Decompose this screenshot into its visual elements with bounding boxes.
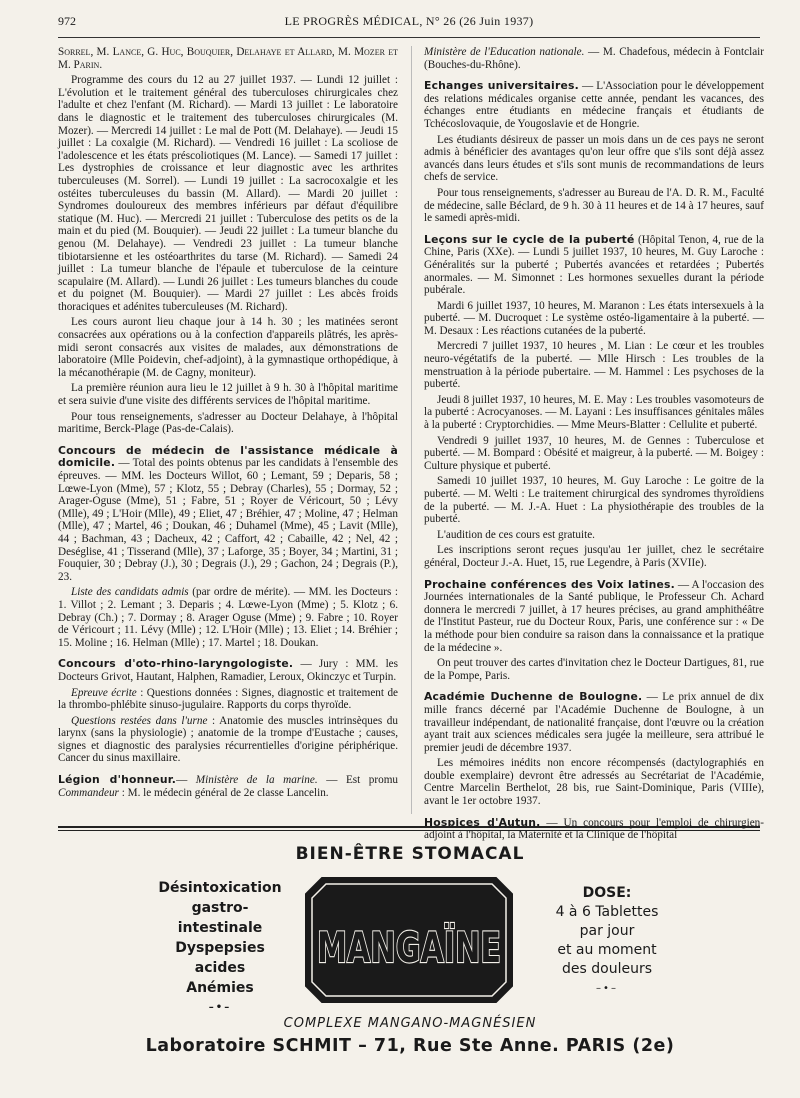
section-heading: Leçons sur le cycle de la puberté [424, 232, 635, 246]
dose-line: des douleurs [562, 961, 652, 977]
paragraph: L'audition de ces cours est gratuite. [437, 528, 595, 541]
section-legion [58, 774, 398, 799]
italic-lead: Epreuve écrite [71, 686, 137, 699]
brand-badge [304, 876, 573, 1004]
paragraph-text: : Anatomie des muscles intrinsèques du larynx (sans la physiologie) ; anatomie de la trompe d'Eustache ; causes, signes et diagnostic des paralysies récurrentielles d'origine périphérique. Cancer du sinus maxillaire. [58, 714, 398, 765]
section-text: — Total des points obtenus par les candidats à l'ensemble des épreuves. — MM. les Docteurs Willot, 60 ; Lemant, 59 ; Deparis, 58 ; Lœwe-Lyon (Mme), 57 ; Klotz, 55 ; Debray (Charles), 55 ; Dormay, 52 ; Arager-Oguse (Mme), 51 ; Fabre, 51 ; Royer de Véricourt, 50 ; Lévy (Mlle), 49 ; L'Hoir (Mlle), 49 ; Eliet, 47 ; Bréhier, 47 ; Moline, 47 ; Helman (Mlle), 47 ; Martel, 46 ; Doukan, 46 ; Duhamel (Mme), 45 ; Lavit (Mlle), 44 ; Bachman, 43 ; Dacheux, 42 ; Caffort, 42 ; Cabaille, 42 ; Nel, 42 ; Deséglise, 41 ; Tisserand (Mlle), 37 ; Laforge, 35 ; Boyer, 34 ; Martini, 31 ; Fouquier, 30 ; Debray (J.), 30 ; Degrais (J.), 29 ; Gachon, 24 ; Degrais (P.), 23. [58, 457, 398, 583]
paragraph: Les cours auront lieu chaque jour à 14 h. 30 ; les matinées seront consacrées aux opérations ou à la confection d'appareils plâtrés, les après-midi seront consacrés aux visites de malades, aux démonstrations de laboratoire (Mlle Poidevin, chef-adjoint), à la gymnastique orthopédique, à la mécanothérapie (M. de Cagny, moniteur). [58, 316, 398, 379]
italic-text: Ministère de la marine. [195, 774, 318, 787]
paragraph: Programme des cours du 12 au 27 juillet 1937. — Lundi 12 juillet : L'évolution et le traitement général des tuberculoses chirurgicales chez l'adulte et chez l'enfant (M. Richard). — Mardi 13 juillet : Le laboratoire dans le diagnostic et le traitement des tuberculoses chirurgicales (M. Mozer). — Mercredi 14 juillet : Le mal de Pott (M. Delahaye). — Jeudi 15 juillet : La coxalgie (M. Richard). — Vendredi 16 juillet : La scoliose de l'adolescence et les états préscoliotiques (M. Lance). — Samedi 17 juillet : Les dystrophies de croissance et leur diagnostic avec les arthrites tuberculeuses (M. Sorrel). — Lundi 19 juillet : La sacrocoxalgie et les ostéites tuberculeuses du bassin (M. Allard). — Mardi 20 juillet : Syndromes douloureux des membres inférieurs par défaut d'équilibre statique (M. Huc). — Mercredi 21 juillet : Tuberculose des petits os de la main et du pied (M. Bouquier). — Jeudi 22 juillet : La tumeur blanche du genou (M. Delahaye). — Vendredi 23 juillet : La tumeur blanche tibiotarsienne et les ostéoarthrites du tarse (M. Richard). — Samedi 24 juillet : La tumeur blanche de l'épaule et tuberculose de la ceinture scapulaire (M. Allard). — Lundi 26 juillet : Les tumeurs blanches du coude et du poignet (M. Bouquier). — Mardi 27 juillet : Les abcès froids thoraciques et adénites tuberculeuses (M. Richard). [58, 74, 398, 313]
indication-item: Désintoxication [158, 880, 282, 896]
section-heading: Hospices d'Autun. [424, 815, 541, 829]
paragraph [58, 715, 398, 765]
paragraph-text: : Questions données : Signes, diagnostic et traitement de la thrombo-phlébite sinuso-jugulaire. Rapports du corps thyroïde. [58, 686, 399, 712]
indication-item: Anémies [186, 980, 254, 996]
section-heading: Echanges universitaires. [424, 79, 579, 93]
italic-lead: Ministère de l'Education nationale. [424, 46, 585, 58]
section-heading: Concours d'oto-rhino-laryngologiste. [58, 657, 294, 671]
paragraph: Pour tous renseignements, s'adresser au Bureau de l'A. D. R. M., Faculté de médecine, salle Béclard, de 9 h. 30 à 11 heures et de 14 à 17 heures, sauf le samedi après-midi. [424, 186, 764, 225]
journal-title: LE PROGRÈS MÉDICAL, N° 26 (26 Juin 1937) [284, 14, 534, 28]
section-heading: Académie Duchenne de Boulogne. [424, 690, 643, 704]
section-heading: Prochaine conférences des Voix latines. [424, 577, 675, 591]
ornament: –•– [596, 983, 618, 994]
section-text: (Hôpital Tenon, 4, rue de la Chine, Paris (XXe). — Lundi 5 juillet 1937, 10 heures, M. Guy Laroche : Généralités sur la puberté ; Pubertés avancées et retardées ; Pubertés anormales. — M. Simonnet : Les hormones sexuelles durant la période pubérale. [424, 233, 764, 297]
page-number: 972 [58, 14, 76, 28]
paragraph: La première réunion aura lieu le 12 juillet à 9 h. 30 à l'hôpital maritime et sera suivie d'une visite des différents services de l'hôpital maritime. [58, 382, 398, 408]
paragraph-text: (par ordre de mérite). — MM. les Docteurs : 1. Villot ; 2. Lemant ; 3. Deparis ; 4. Lœwe-Lyon (Mme) ; 5. Klotz ; 6. Debray (Ch.) ; 7. Dormay ; 8. Arager Oguse (Mme) ; 9. Fabre ; 10. Royer de Véricourt ; 11. Lévy (Mlle) ; 12. L'Hoir (Mlle) ; 13. Eliet ; 14. Bréhier ; 15. Moline ; 16. Helman (Mlle) ; 17. Martel ; 18. Doukan. [58, 586, 399, 649]
section-text: — Est promu [317, 774, 398, 787]
left-column [58, 46, 398, 814]
advert-rule [58, 826, 760, 828]
indication-item: Dyspepsies acides [175, 940, 265, 976]
section-orl [58, 658, 398, 683]
italic-text: Commandeur [58, 786, 119, 799]
advert-rule-thin [58, 830, 760, 831]
section-text: — Un concours pour l'emploi de chirurgien-adjoint à l'hôpital, la Maternité et la Clinique de l'hôpital [424, 816, 764, 842]
advertisement [145, 840, 675, 1090]
paragraph: On peut trouver des cartes d'invitation chez le Docteur Dartigues, 81, rue de la Pompe, Paris. [424, 657, 764, 682]
dosage-panel [544, 884, 670, 998]
italic-lead: Liste des candidats admis [71, 586, 189, 599]
paragraph-text: — M. Chadefous, médecin à Fontclair (Bouches-du-Rhône). [424, 46, 765, 71]
dose-line: 4 à 6 Tablettes [555, 904, 659, 920]
section-heading: Légion d'honneur. [58, 773, 177, 787]
paragraph: Les inscriptions seront reçues jusqu'au 1er juillet, chez le secrétaire général, Docteur J.-A. Huet, 15, rue Legendre, à Paris (XVIIe). [424, 544, 764, 569]
section-academie [424, 691, 764, 754]
italic-lead: Questions restées dans l'urne [71, 714, 208, 727]
complexe-line: COMPLEXE MANGANO-MAGNÉSIEN [283, 1016, 537, 1031]
section-text: — L'Association pour le développement des relations médicales organise cette année, pendant les vacances, des échanges entre étudiants en médecine français et étudiants de Tchécoslovaquie, de Yougoslavie et de Hongrie. [424, 80, 764, 130]
paragraph: Mardi 6 juillet 1937, 10 heures, M. Maranon : Les états intersexuels à la puberté. — M. Ducroquet : Le système ostéo-ligamentaire à la puberté. — M. Desaux : Les réactions cutanées de la puberté. [424, 299, 764, 337]
paragraph: Samedi 10 juillet 1937, 10 heures, M. Guy Laroche : Le goitre de la puberté. — M. Welti : Le traitement chirurgical des syndromes thyroïdiens de la puberté. — M. J.-A. Huet : La physiothérapie des troubles de la puberté. [424, 475, 764, 526]
dose-line: par jour [579, 923, 635, 939]
indications-list [150, 878, 290, 1018]
advert-headline: BIEN-ÊTRE STOMACAL [295, 844, 525, 864]
paragraph [58, 687, 398, 712]
paragraph [424, 46, 764, 71]
dose-label: DOSE: [582, 885, 632, 901]
section-text: : M. le médecin général de 2e classe Lancelin. [118, 786, 329, 799]
section-concours [58, 445, 398, 584]
column-divider [411, 46, 412, 814]
section-heading: Concours de médecin de l'assistance médicale à domicile. [58, 443, 398, 470]
laboratory-address: Laboratoire SCHMIT – 71, Rue Ste Anne. PARIS (2e) [145, 1036, 675, 1056]
paragraph: Jeudi 8 juillet 1937, 10 heures, M. E. May : Les troubles vasomoteurs de la puberté : Acrocyanoses. — M. Layani : Les insuffisances génitales mâles à la puberté : Cryptorchidies. — Mme Meurs-Blatter : Cellulite et puberté. [424, 393, 764, 432]
paragraph: Vendredi 9 juillet 1937, 10 heures, M. de Gennes : Tuberculose et puberté. — M. Bompard : Obésité et maigreur, à la puberté. — M. Boigey : Culture physique et puberté. [424, 434, 764, 472]
section-text: — A l'occasion des Journées internationales de la Santé publique, le Professeur Ch. Achard donnera le mercredi 7 juillet, à 17 heures précises, au grand amphithéâtre de l'Institut Pasteur, rue du Docteur Roux, Paris, une conférence sur : « De la méthode pour bien conduire sa raison dans la connaissance et la pratique de la médecine ». [424, 578, 764, 654]
section-echanges [424, 80, 764, 130]
section-text: — [176, 774, 196, 787]
ornament: –•– [208, 1002, 232, 1013]
paragraph: Les mémoires inédits non encore récompensés (dactylographiés en double exemplaire) devront être adressés au Secrétariat de l'Académie, Centre Marcelin Berthelot, 28 bis, rue Saint-Dominique, Paris (VIIIe), avant le 1er octobre 1937. [424, 757, 764, 808]
section-prochaine [424, 579, 764, 655]
right-column [424, 46, 765, 842]
header-rule [58, 37, 760, 38]
section-lecons [424, 234, 764, 297]
dose-line: et au moment [557, 942, 657, 958]
paragraph: Mercredi 7 juillet 1937, 10 heures , M. Lian : Le cœur et les troubles neuro-végétatifs de la puberté. — Mlle Hirsch : Les troubles de la menstruation à la période pubertaire. — M. Hammel : Les psychoses de la puberté. [424, 340, 764, 391]
paragraph: Les étudiants désireux de passer un mois dans un de ces pays ne seront admis à bénéficier des avantages qu'on leur offre que s'ils sont déjà assez avancés dans leurs études et s'ils sont munis de recommandations de leurs chefs de service. [424, 133, 764, 184]
indication-item: gastro-intestinale [177, 900, 263, 936]
text-columns [58, 46, 765, 842]
paragraph: Pour tous renseignements, s'adresser au Docteur Delahaye, à l'hôpital maritime, Berck-Plage (Pas-de-Calais). [58, 410, 398, 436]
section-text: — Le prix annuel de dix mille francs décerné par l'Académie Duchenne de Boulogne, à un travailleur indépendant, de nationalité française, dont l'œuvre ou la création ayant trait aux sciences médicales sera jugée la meilleure, sera attribué le premier jeudi de décembre 1937. [424, 691, 764, 754]
paragraph [58, 586, 398, 649]
running-header [58, 14, 760, 32]
paragraph: Sorrel, M. Lance, G. Huc, Bouquier, Delahaye et Allard, M. Mozer et M. Parin. [58, 46, 398, 71]
brand-name: MANGAÏNE [317, 923, 573, 972]
section-text: — Jury : MM. les Docteurs Grivot, Hautant, Halphen, Ramadier, Leroux, Okinczyc et Turpin. [58, 658, 398, 683]
